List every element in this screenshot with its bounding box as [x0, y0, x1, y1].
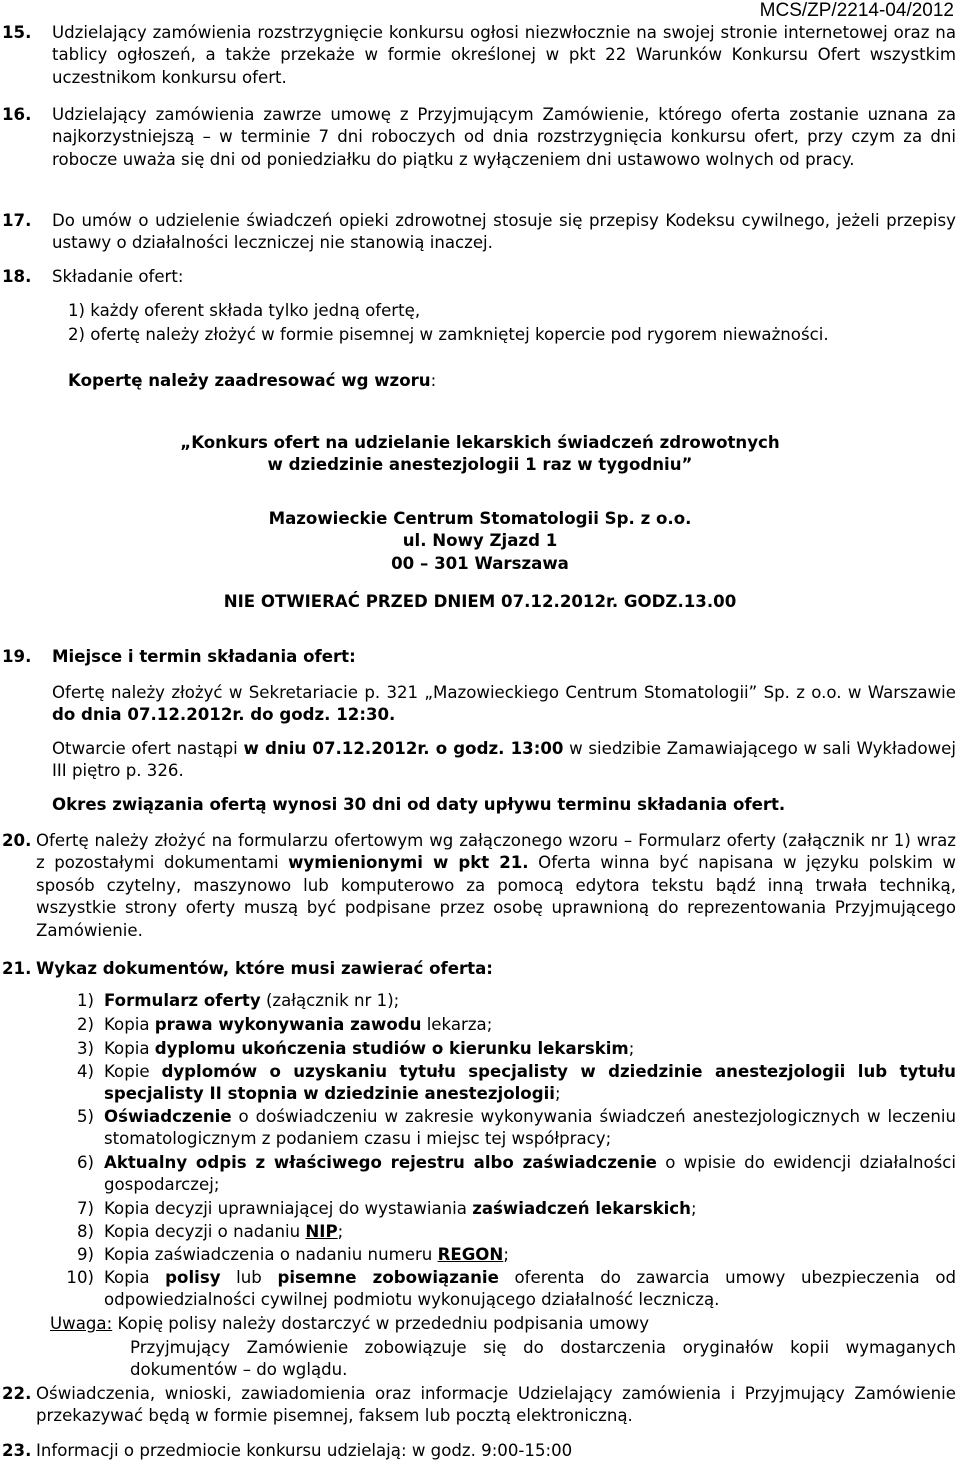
- envelope-line: Mazowieckie Centrum Stomatologii Sp. z o.o.: [268, 508, 692, 528]
- section-number: 21.: [2, 959, 32, 978]
- document-reference: MCS/ZP/2214-04/2012: [759, 0, 954, 21]
- envelope-instruction: Kopertę należy zaadresować wg wzoru:: [68, 371, 437, 390]
- envelope-line: 00 – 301 Warszawa: [391, 553, 569, 573]
- section-number: 17.: [2, 211, 32, 230]
- envelope-line: w dziedzinie anestezjologii 1 raz w tygodniu”: [267, 455, 693, 475]
- document-list-item: 5) Oświadczenie o doświadczeniu w zakresie wykonywania świadczeń anestezjologicznych w leczeniu stomatologicznym z podaniem czasu i miejsc tej współpracy;: [76, 1107, 956, 1149]
- document-list-item: 1) Formularz oferty (załącznik nr 1);: [76, 991, 400, 1010]
- section-text: Ofertę należy złożyć na formularzu ofertowym wg załączonego wzoru – Formularz oferty (załącznik nr 1) wraz z pozostałymi dokumentami wymienionymi w pkt 21. Oferta winna być napisana w języku polskim w sposób czytelny, maszynowo lub komputerowo za pomocą edytora tekstu bądź inną trwała techniką, wszystkie strony oferty muszą być podpisane przez osobę uprawnioną do reprezentowania Przyjmującego Zamówienie.: [36, 831, 957, 940]
- section-19-binding-period: Okres związania ofertą wynosi 30 dni od daty upływu terminu składania ofert.: [52, 795, 786, 814]
- list-item: 1) każdy oferent składa tylko jedną ofertę,: [68, 301, 421, 320]
- section-text: Do umów o udzielenie świadczeń opieki zdrowotnej stosuje się przepisy Kodeksu cywilnego, jeżeli przepisy ustawy o działalności leczniczej nie stanowią inaczej.: [52, 211, 956, 253]
- section-19-opening: Otwarcie ofert nastąpi w dniu 07.12.2012r. o godz. 13:00 w siedzibie Zamawiającego w sali Wykładowej III piętro p. 326.: [52, 739, 956, 781]
- document-list-item: 10) Kopia polisy lub pisemne zobowiązanie oferenta do zawarcia umowy ubezpieczenia od odpowiedzialności cywilnej podmiotu wykonującego działalność leczniczą.: [66, 1268, 957, 1310]
- section-19-place: Ofertę należy złożyć w Sekretariacie p. 321 „Mazowieckiego Centrum Stomatologii” Sp. z o.o. w Warszawie do dnia 07.12.2012r. do godz. 12:30.: [52, 683, 956, 725]
- document-list-item: 7) Kopia decyzji uprawniającej do wystawiania zaświadczeń lekarskich;: [76, 1199, 697, 1218]
- section-title: Wykaz dokumentów, które musi zawierać oferta:: [36, 959, 493, 978]
- section-text: Udzielający zamówienia zawrze umowę z Przyjmującym Zamówienie, którego oferta zostanie uznana za najkorzystniejszą – w terminie 7 dni roboczych od dnia rozstrzygnięcia konkursu ofert, przy czym za dni robocze uważa się dni od poniedziałku do piątku z wyłączeniem dni ustawowo wolnych od pracy.: [52, 105, 956, 169]
- document-list-item: 3) Kopia dyplomu ukończenia studiów o kierunku lekarskim;: [76, 1039, 635, 1058]
- envelope-address: [52, 420, 908, 613]
- section-number: 15.: [2, 23, 32, 42]
- section-number: 19.: [2, 647, 32, 666]
- envelope-line: NIE OTWIERAĆ PRZED DNIEM 07.12.2012r. GODZ.13.00: [223, 592, 737, 612]
- envelope-label: Kopertę należy zaadresować wg wzoru: [68, 371, 431, 390]
- envelope-line: „Konkurs ofert na udzielanie lekarskich świadczeń zdrowotnych: [180, 433, 780, 452]
- note: Uwaga: Kopię polisy należy dostarczyć w przededniu podpisania umowy: [50, 1314, 650, 1333]
- section-number: 23.: [2, 1441, 32, 1460]
- note-label: Uwaga:: [50, 1314, 113, 1333]
- section-number: 18.: [2, 267, 32, 286]
- document-list-item: 9) Kopia zaświadczenia o nadaniu numeru REGON;: [76, 1245, 509, 1264]
- section-text: Oświadczenia, wnioski, zawiadomienia oraz informacje Udzielający zamówienia i Przyjmujący Zamówienie przekazywać będą w formie pisemnej, faksem lub pocztą elektroniczną.: [36, 1384, 956, 1426]
- section-title: Miejsce i termin składania ofert:: [52, 647, 356, 666]
- document-list-item: 6) Aktualny odpis z właściwego rejestru albo zaświadczenie o wpisie do ewidencji działalności gospodarczej;: [76, 1153, 956, 1195]
- section-text: Informacji o przedmiocie konkursu udzielają: w godz. 9:00-15:00: [36, 1441, 573, 1460]
- section-number: 16.: [2, 105, 32, 124]
- note-continuation: Przyjmujący Zamówienie zobowiązuje się do dostarczenia oryginałów kopii wymaganych dokumentów – do wglądu.: [130, 1338, 956, 1380]
- envelope-line: ul. Nowy Zjazd 1: [402, 531, 558, 551]
- section-number: 22.: [2, 1384, 32, 1403]
- section-number: 20.: [2, 831, 32, 850]
- section-text: Udzielający zamówienia rozstrzygnięcie konkursu ogłosi niezwłocznie na swojej stronie internetowej oraz na tablicy ogłoszeń, a także przekaże w formie określonej w pkt 22 Warunków Konkursu Ofert wszystkim uczestnikom konkursu ofert.: [52, 23, 956, 87]
- document-list-item: 4) Kopie dyplomów o uzyskaniu tytułu specjalisty w dziedzinie anestezjologii lub tytułu specjalisty II stopnia w dziedzinie anestezjologii;: [76, 1062, 956, 1104]
- document-list-item: 8) Kopia decyzji o nadaniu NIP;: [76, 1222, 344, 1241]
- document-list-item: 2) Kopia prawa wykonywania zawodu lekarza;: [76, 1015, 493, 1034]
- section-title: Składanie ofert:: [52, 267, 184, 286]
- list-item: 2) ofertę należy złożyć w formie pisemnej w zamkniętej kopercie pod rygorem nieważności.: [68, 325, 829, 344]
